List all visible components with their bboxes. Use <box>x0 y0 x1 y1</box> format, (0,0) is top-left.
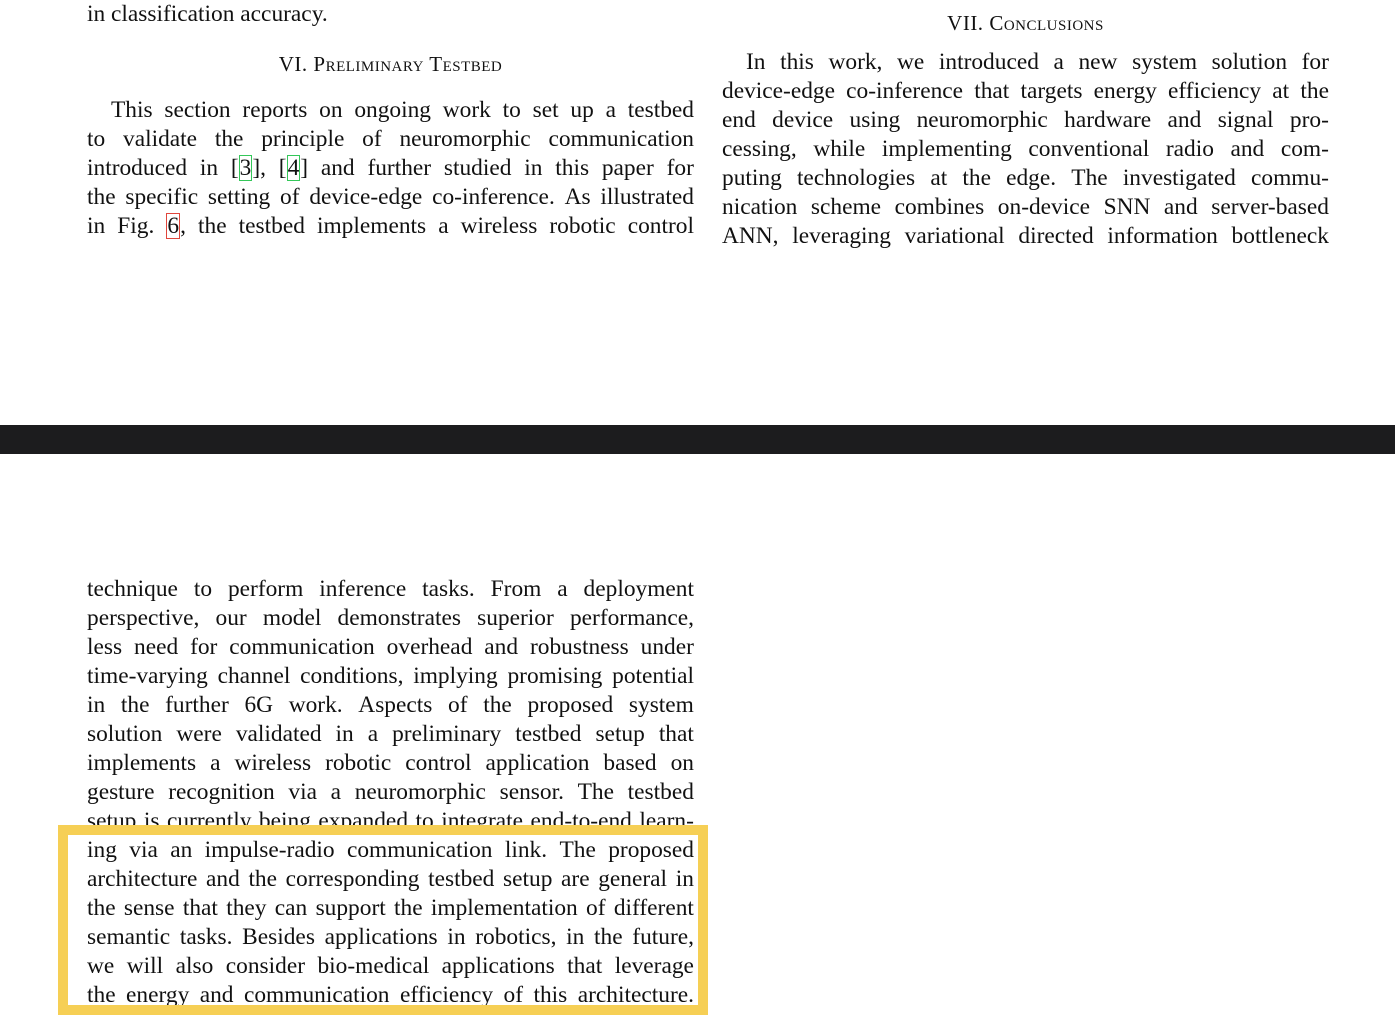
word: applications <box>441 953 555 979</box>
word: work, <box>828 49 883 75</box>
word: robotic <box>549 213 616 239</box>
word: introduced <box>87 155 188 181</box>
paragraph-line <box>87 183 694 212</box>
word: in <box>87 692 106 718</box>
word: reports <box>242 97 308 123</box>
word: on <box>319 97 343 123</box>
citation-group: [3], <box>230 155 266 181</box>
word: the <box>120 692 150 718</box>
section-number: VII. <box>947 11 984 35</box>
paragraph-line <box>722 106 1329 135</box>
paragraph-line <box>87 981 694 1010</box>
word: In <box>746 49 766 75</box>
word: ANN, <box>722 223 779 249</box>
word: were <box>176 721 222 747</box>
word: that <box>567 953 603 979</box>
section-heading-vii <box>722 9 1329 38</box>
word: up <box>570 97 594 123</box>
word: perspective, <box>87 605 200 631</box>
word: robotic <box>325 750 392 776</box>
section-number: VI. <box>278 52 308 76</box>
word: using <box>849 107 901 133</box>
word: the <box>594 924 623 950</box>
word: communication <box>548 126 694 152</box>
paragraph-line <box>87 604 694 633</box>
word: work. <box>288 692 343 718</box>
word: we <box>897 49 925 75</box>
word: a <box>367 721 379 747</box>
word: to <box>87 126 106 152</box>
word: and <box>1167 107 1202 133</box>
word: superior <box>477 605 554 631</box>
word: general <box>598 866 668 892</box>
word: cessing, <box>722 136 797 162</box>
paragraph-line <box>87 923 694 952</box>
word: architecture. <box>577 982 694 1008</box>
word: As <box>564 184 591 210</box>
word: via <box>129 837 158 863</box>
word: under <box>640 634 694 660</box>
word: bottleneck <box>1231 223 1329 249</box>
word: set <box>532 97 559 123</box>
section-heading-vi <box>87 50 694 79</box>
word: proposed <box>527 692 614 718</box>
word: promising <box>507 663 603 689</box>
word: and <box>1163 194 1198 220</box>
paragraph-line <box>87 96 694 125</box>
word: testbed <box>238 213 305 239</box>
paragraph-line <box>87 952 694 981</box>
word: leverage <box>614 953 694 979</box>
word: implying <box>413 663 498 689</box>
word: setup <box>595 721 645 747</box>
word: solution <box>87 721 163 747</box>
word: combines <box>894 194 985 220</box>
word: learn- <box>639 808 694 834</box>
word: signal <box>1217 107 1274 133</box>
word: architecture <box>87 866 198 892</box>
word: testbed <box>627 779 694 805</box>
word: the <box>87 982 116 1008</box>
word: neuromorphic <box>354 779 486 805</box>
word: inference <box>319 576 407 602</box>
word: technique <box>87 576 178 602</box>
word: information <box>1107 223 1218 249</box>
word: system <box>628 692 694 718</box>
citation-link-4[interactable]: 4 <box>287 155 300 181</box>
paragraph-line <box>87 720 694 749</box>
word: sense <box>123 895 175 921</box>
word: sensor. <box>499 779 564 805</box>
word: control <box>627 213 694 239</box>
word: new <box>1078 49 1118 75</box>
word: future, <box>632 924 694 950</box>
word: and <box>484 634 519 660</box>
word: device-edge <box>309 184 423 210</box>
paragraph-line <box>87 662 694 691</box>
word: neuromorphic <box>399 126 531 152</box>
word: and <box>1230 136 1265 162</box>
paragraph-line <box>722 135 1329 164</box>
word: consider <box>225 953 306 979</box>
word: Besides <box>242 924 315 950</box>
word: server-based <box>1211 194 1329 220</box>
word: efficiency <box>399 982 494 1008</box>
word: channel <box>217 663 291 689</box>
word: recognition <box>168 779 275 805</box>
word: investigated <box>1122 165 1236 191</box>
word: wireless <box>234 750 312 776</box>
word: Fig. <box>117 213 155 239</box>
citation-link-3[interactable]: 3 <box>239 155 252 181</box>
word: being <box>258 808 311 834</box>
word: this <box>780 49 814 75</box>
word: ongoing <box>354 97 431 123</box>
word: testbed <box>428 866 495 892</box>
word: This <box>111 97 153 123</box>
word: setup <box>503 866 553 892</box>
page-divider <box>0 425 1395 454</box>
word: via <box>288 779 317 805</box>
word: SNN <box>1103 194 1151 220</box>
word: nication <box>722 194 798 220</box>
word: technologies <box>796 165 916 191</box>
word: co-inference <box>846 78 964 104</box>
word: directed <box>1018 223 1094 249</box>
word: principle <box>261 126 345 152</box>
word: corresponding <box>285 866 420 892</box>
word: system <box>1132 49 1198 75</box>
word: illustrated <box>600 184 694 210</box>
word: in <box>524 155 543 181</box>
word: validate <box>123 126 198 152</box>
left-column-top <box>87 0 694 241</box>
word: perform <box>227 576 304 602</box>
section-title: Conclusions <box>989 11 1104 35</box>
word: currently <box>166 808 252 834</box>
word: testbed <box>515 721 582 747</box>
word: model <box>262 605 322 631</box>
word: From <box>490 576 542 602</box>
word: based <box>603 750 657 776</box>
word: further <box>165 692 229 718</box>
word: performance, <box>569 605 694 631</box>
word: robustness <box>529 634 629 660</box>
word: in <box>566 924 585 950</box>
word: the <box>394 895 423 921</box>
word: on-device <box>997 194 1091 220</box>
word: while <box>813 136 866 162</box>
word: ing <box>87 837 117 863</box>
word: The <box>1071 165 1108 191</box>
word: communication <box>243 982 390 1008</box>
conclusions-continued-paragraph <box>87 575 694 1010</box>
word: introduced <box>938 49 1039 75</box>
word: that <box>974 78 1010 104</box>
word: the <box>87 895 116 921</box>
word: com- <box>1280 136 1329 162</box>
word: this <box>533 982 568 1008</box>
word: link. <box>504 837 548 863</box>
word: are <box>561 866 590 892</box>
word: 6G <box>244 692 274 718</box>
paragraph-line <box>87 125 694 154</box>
word: commu- <box>1251 165 1329 191</box>
word: for <box>666 155 694 181</box>
word: The <box>577 779 614 805</box>
word: the <box>483 692 512 718</box>
word: The <box>559 837 596 863</box>
word: an <box>170 837 193 863</box>
paragraph-line-citations <box>87 154 694 183</box>
paragraph-line <box>722 77 1329 106</box>
word: demonstrates <box>337 605 461 631</box>
word: to <box>502 97 521 123</box>
word: setting <box>207 184 271 210</box>
word: a <box>438 213 449 239</box>
paragraph-line-figure-ref <box>87 212 694 241</box>
word: implementation <box>430 895 578 921</box>
word: bio-medical <box>317 953 430 979</box>
word: neuromorphic <box>916 107 1048 133</box>
word: at <box>930 165 948 191</box>
word: different <box>613 895 694 921</box>
word: to <box>193 576 213 602</box>
word: end <box>722 107 756 133</box>
word: we <box>87 953 115 979</box>
word: and <box>199 982 234 1008</box>
word: the <box>962 165 991 191</box>
word: targets <box>1020 78 1083 104</box>
word: time-varying <box>87 663 208 689</box>
paragraph-line <box>87 778 694 807</box>
word: implements <box>316 213 427 239</box>
paragraph-line <box>87 836 694 865</box>
paragraph-line <box>87 894 694 923</box>
word: of <box>448 692 468 718</box>
paragraph-line <box>87 575 694 604</box>
word: end-to-end <box>530 808 632 834</box>
paragraph-line <box>87 865 694 894</box>
word: efficiency <box>1168 78 1262 104</box>
word: the <box>214 126 244 152</box>
word: a <box>1053 49 1064 75</box>
word: semantic <box>87 924 171 950</box>
word: energy <box>1093 78 1157 104</box>
word: control <box>405 750 472 776</box>
paragraph-line <box>722 48 1329 77</box>
word: setup <box>87 808 137 834</box>
word: testbed <box>627 97 694 123</box>
citation-group: [4] <box>278 155 309 181</box>
left-column-bottom <box>87 575 694 1010</box>
word: in <box>675 866 694 892</box>
word: to <box>415 808 434 834</box>
word: this <box>555 155 590 181</box>
word: of <box>503 982 524 1008</box>
word: integrate <box>441 808 524 834</box>
section-title: Preliminary Testbed <box>313 52 503 76</box>
word: our <box>215 605 247 631</box>
word: the <box>248 866 278 892</box>
word: and <box>206 866 240 892</box>
conclusions-paragraph <box>722 48 1329 251</box>
word: deployment <box>583 576 694 602</box>
word: implements <box>87 750 197 776</box>
word: of <box>586 895 606 921</box>
figure-link-6[interactable]: 6 <box>167 213 180 239</box>
word: in <box>447 924 466 950</box>
word: a <box>210 750 221 776</box>
right-column-top <box>722 9 1329 251</box>
paragraph-line <box>722 193 1329 222</box>
word: proposed <box>608 837 694 863</box>
word: application <box>485 750 590 776</box>
figure-ref-group: 6, <box>167 213 186 239</box>
word: tasks. <box>179 924 233 950</box>
paragraph-line <box>87 633 694 662</box>
word: studied <box>443 155 512 181</box>
carryover-line: in classification accuracy. <box>87 1 328 27</box>
word: wireless <box>460 213 538 239</box>
word: further <box>367 155 432 181</box>
word: they <box>226 895 267 921</box>
word: Aspects <box>358 692 433 718</box>
word: communication <box>346 837 493 863</box>
word: impulse-radio <box>204 837 335 863</box>
word: a <box>605 97 616 123</box>
word: of <box>362 126 382 152</box>
word: a <box>557 576 568 602</box>
word: puting <box>722 165 782 191</box>
paragraph-line <box>722 164 1329 193</box>
word: work <box>442 97 491 123</box>
word: for <box>190 634 218 660</box>
word: will <box>126 953 164 979</box>
word: device <box>772 107 834 133</box>
testbed-paragraph <box>87 96 694 241</box>
word: implementing <box>881 136 1012 162</box>
word: paper <box>601 155 654 181</box>
word: specific <box>125 184 199 210</box>
word: solution <box>1211 49 1288 75</box>
word: hardware <box>1064 107 1152 133</box>
word: the <box>198 213 227 239</box>
word: variational <box>904 223 1005 249</box>
paragraph-line <box>722 222 1329 251</box>
word: leveraging <box>792 223 891 249</box>
word: gesture <box>87 779 155 805</box>
word: a <box>330 779 342 805</box>
word: tasks. <box>422 576 475 602</box>
word: and <box>320 155 355 181</box>
word: conventional <box>1028 136 1150 162</box>
word: support <box>315 895 386 921</box>
word: edge. <box>1006 165 1057 191</box>
word: applications <box>324 924 438 950</box>
paragraph-line <box>87 749 694 778</box>
word: overhead <box>386 634 473 660</box>
word: at <box>1272 78 1290 104</box>
word: scheme <box>810 194 882 220</box>
word: need <box>134 634 179 660</box>
word: for <box>1301 49 1329 75</box>
word: that <box>658 721 694 747</box>
paragraph-line <box>87 807 694 836</box>
word: robotics, <box>475 924 557 950</box>
top-page-section <box>0 0 1395 425</box>
word: section <box>164 97 231 123</box>
word: validated <box>235 721 322 747</box>
word: energy <box>126 982 190 1008</box>
word: on <box>670 750 694 776</box>
word: device-edge <box>722 78 835 104</box>
word: the <box>87 184 116 210</box>
word: in <box>335 721 354 747</box>
word: can <box>274 895 308 921</box>
word: of <box>280 184 300 210</box>
word: in <box>87 213 106 239</box>
word: in <box>199 155 219 181</box>
word: pro- <box>1289 107 1329 133</box>
word: potential <box>612 663 694 689</box>
word: the <box>1300 78 1329 104</box>
paragraph-line <box>87 691 694 720</box>
word: less <box>87 634 123 660</box>
word: is <box>143 808 160 834</box>
word: also <box>175 953 214 979</box>
word: expanded <box>318 808 409 834</box>
bottom-page-section <box>0 454 1395 1017</box>
word: communication <box>229 634 375 660</box>
word: that <box>182 895 218 921</box>
word: preliminary <box>392 721 502 747</box>
word: radio <box>1165 136 1214 162</box>
word: conditions, <box>300 663 404 689</box>
word: co-inference. <box>432 184 555 210</box>
